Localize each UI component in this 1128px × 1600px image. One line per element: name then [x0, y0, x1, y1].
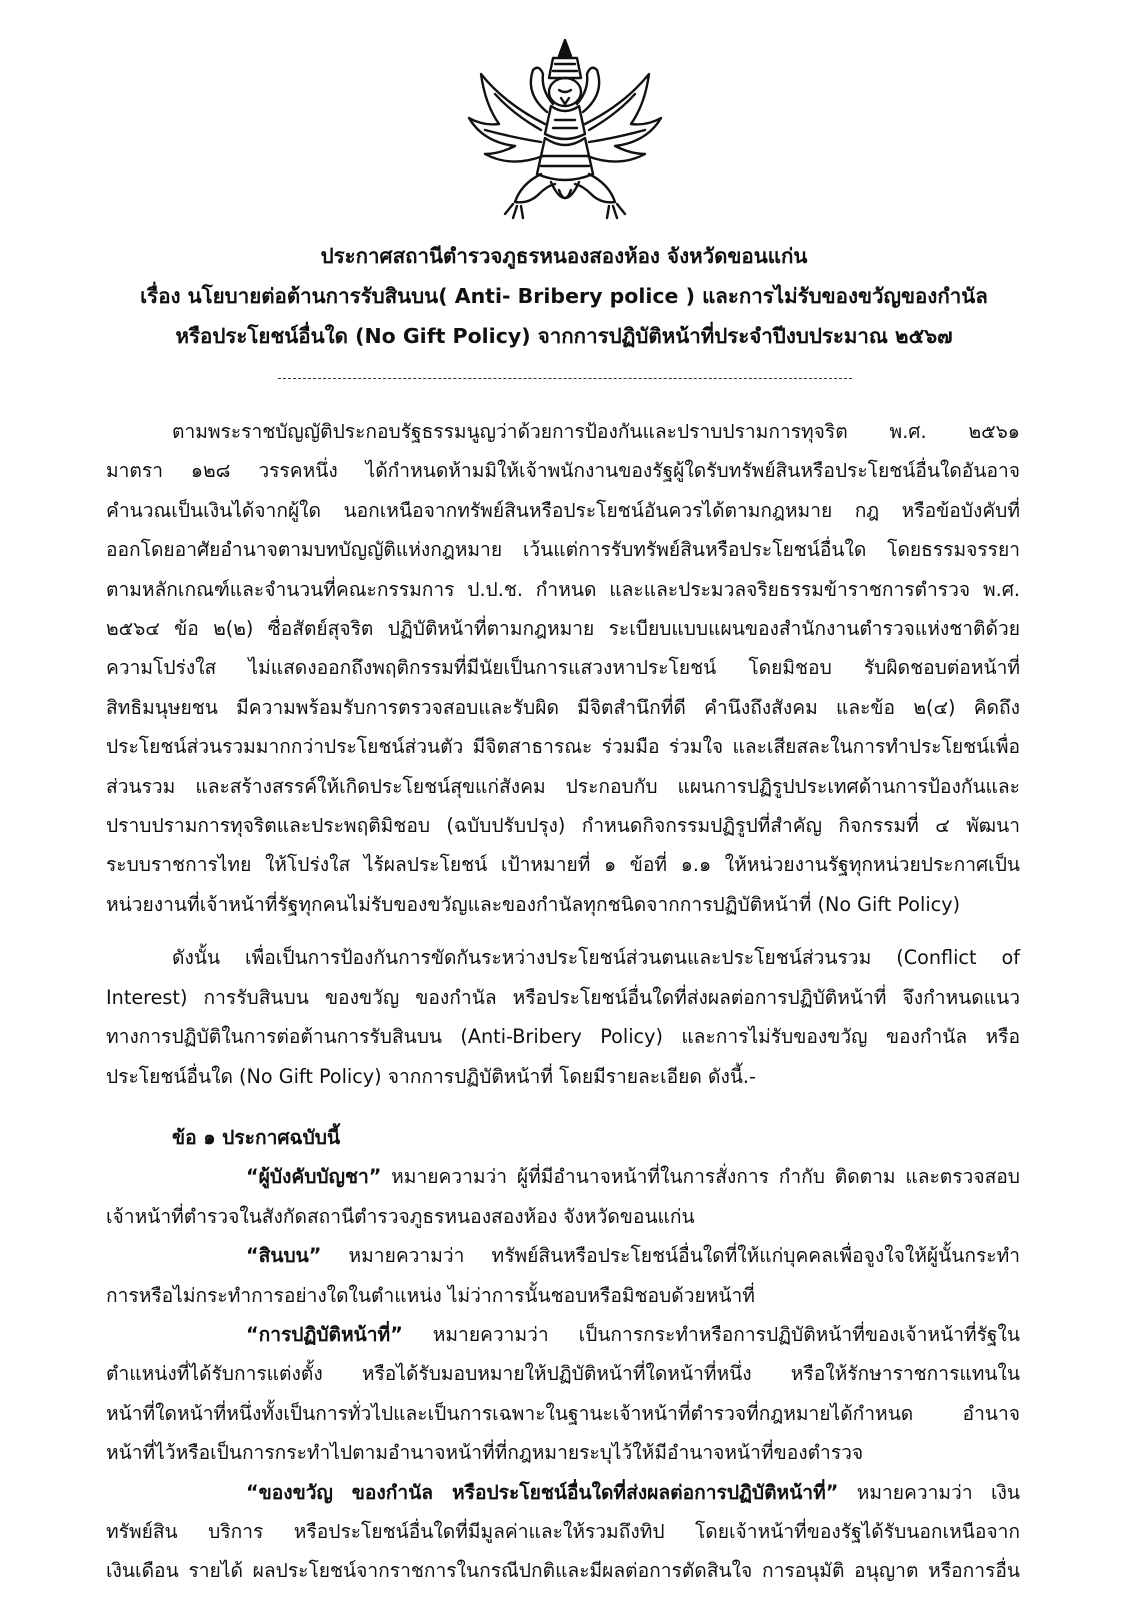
section-heading: ข้อ ๑ ประกาศฉบับนี้ — [172, 1125, 341, 1149]
paragraph-gap — [106, 924, 1020, 938]
definition-first-line — [106, 1236, 1020, 1275]
definition-first-line — [106, 1315, 1020, 1354]
paragraph-line: ระบบราชการไทย ให้โปร่งใส ไร้ผลประโยชน์ เป้าหมายที่ ๑ ข้อที่ ๑.๑ ให้หน่วยงานรัฐทุกหน่วยประกาศเป็น — [106, 853, 1020, 877]
dashed-divider — [278, 378, 852, 379]
paragraph-line: คำนวณเป็นเงินได้จากผู้ใด นอกเหนือจากทรัพย์สินหรือประโยชน์อันควรได้ตามกฎหมาย กฎ หรือข้อบังคับที่ — [106, 498, 1020, 522]
definition-commander — [106, 1157, 1020, 1236]
paragraph-1 — [106, 412, 1020, 924]
garuda-emblem-icon — [455, 34, 675, 224]
paragraph-line: ตามพระราชบัญญัติประกอบรัฐธรรมนูญว่าด้วยการป้องกันและปราบปรามการทุจริต พ.ศ. ๒๕๖๑ — [172, 420, 1020, 443]
paragraph-line: ความโปร่งใส ไม่แสดงออกถึงพฤติกรรมที่มีนัยเป็นการแสวงหาประโยชน์ โดยมิชอบ รับผิดชอบต่อหน้าที่ — [106, 656, 1020, 680]
definition-line: หน้าที่ใดหน้าที่หนึ่งทั้งเป็นการทั่วไปและเป็นการเฉพาะในฐานะเจ้าหน้าที่ตำรวจที่กฎหมายได้กำหนด อำนาจ — [106, 1401, 1020, 1425]
definition-text: หมายความว่า เงิน — [838, 1480, 1020, 1504]
definition-line: ตำแหน่งที่ได้รับการแต่งตั้ง หรือได้รับมอบหมายให้ปฏิบัติหน้าที่ใดหน้าที่หนึ่ง หรือให้รักษาราชการแทนใน — [106, 1362, 1020, 1386]
definition-first-line — [106, 1157, 1020, 1196]
definition-term: “ของขวัญ ของกำนัล หรือประโยชน์อื่นใดที่ส่งผลต่อการปฏิบัติหน้าที่” — [246, 1480, 839, 1504]
paragraph-line: ๒๕๖๔ ข้อ ๒(๒) ซื่อสัตย์สุจริต ปฏิบัติหน้าที่ตามกฎหมาย ระเบียบแบบแผนของสำนักงานตำรวจแห่งชาติด้วย — [106, 617, 1020, 641]
section-gap — [106, 1096, 1020, 1118]
definition-line: หน้าที่ไว้หรือเป็นการกระทำไปตามอำนาจหน้าที่ที่กฎหมายระบุไว้ให้มีอำนาจหน้าที่ของตำรวจ — [106, 1441, 864, 1465]
subject-line-continued: หรือประโยชน์อื่นใด (No Gift Policy) จากการปฏิบัติหน้าที่ประจำปีงบประมาณ ๒๕๖๗ — [175, 324, 953, 348]
definition-text: หมายความว่า ผู้ที่มีอำนาจหน้าที่ในการสั่งการ กำกับ ติดตาม และตรวจสอบ — [381, 1165, 1020, 1189]
paragraph-line: ดังนั้น เพื่อเป็นการป้องกันการขัดกันระหว่างประโยชน์ส่วนตนและประโยชน์ส่วนรวม (Conflict of — [172, 946, 1020, 970]
paragraph-line: ประโยชน์อื่นใด (No Gift Policy) จากการปฏิบัติหน้าที่ โดยมีรายละเอียด ดังนี้.- — [106, 1064, 756, 1088]
definition-line: การหรือไม่กระทำการอย่างใดในตำแหน่ง ไม่ว่าการนั้นชอบหรือมิชอบด้วยหน้าที่ — [106, 1283, 755, 1307]
paragraph-line: สิทธิมนุษยชน มีความพร้อมรับการตรวจสอบและรับผิด มีจิตสำนึกที่ดี คำนึงถึงสังคม และข้อ ๒(๔) คิดถึง — [106, 695, 1020, 719]
definition-line: ทรัพย์สิน บริการ หรือประโยชน์อื่นใดที่มีมูลค่าและให้รวมถึงทิป โดยเจ้าหน้าที่ของรัฐได้รับนอกเหนือจาก — [106, 1519, 1020, 1543]
paragraph-2 — [106, 938, 1020, 1096]
definition-text: หมายความว่า ทรัพย์สินหรือประโยชน์อื่นใดที่ให้แก่บุคคลเพื่อจูงใจให้ผู้นั้นกระทำ — [321, 1244, 1020, 1268]
definition-term: “สินบน” — [246, 1244, 322, 1268]
paragraph-line: มาตรา ๑๒๘ วรรคหนึ่ง ได้กำหนดห้ามมิให้เจ้าพนักงานของรัฐผู้ใดรับทรัพย์สินหรือประโยชน์อื่นใดอันอาจ — [106, 459, 1020, 483]
paragraph-line: ทางการปฏิบัติในการต่อต้านการรับสินบน (Anti-Bribery Policy) และการไม่รับของขวัญ ของกำนัล หรือ — [106, 1025, 1020, 1049]
announcement-title — [60, 236, 1068, 356]
paragraph-line: Interest) การรับสินบน ของขวัญ ของกำนัล หรือประโยชน์อื่นใดที่ส่งผลต่อการปฏิบัติหน้าที่ จึงกำหนดแนว — [106, 985, 1020, 1009]
section-1 — [106, 1118, 1020, 1591]
paragraph-line: ตามหลักเกณฑ์และจำนวนที่คณะกรรมการ ป.ป.ช. กำหนด และและประมวลจริยธรรมข้าราชการตำรวจ พ.ศ. — [106, 577, 1020, 601]
definition-line: เงินเดือน รายได้ ผลประโยชน์จากราชการในกรณีปกติและมีผลต่อการตัดสินใจ การอนุมัติ อนุญาต หรือการอื่น — [106, 1559, 1020, 1583]
definition-bribe — [106, 1236, 1020, 1315]
paragraph-line: ปราบปรามการทุจริตและประพฤติมิชอบ (ฉบับปรับปรุง) กำหนดกิจกรรมปฏิรูปที่สำคัญ กิจกรรมที่ ๔ พัฒนา — [106, 814, 1020, 838]
definition-first-line — [106, 1473, 1020, 1512]
paragraph-line: ประโยชน์ส่วนรวมมากกว่าประโยชน์ส่วนตัว มีจิตสาธารณะ ร่วมมือ ร่วมใจ และเสียสละในการทำประโยชน์เพื่อ — [106, 735, 1020, 759]
definition-gifts — [106, 1473, 1020, 1591]
definition-text: หมายความว่า เป็นการกระทำหรือการปฏิบัติหน้าที่ของเจ้าหน้าที่รัฐใน — [402, 1322, 1020, 1346]
paragraph-line: ส่วนรวม และสร้างสรรค์ให้เกิดประโยชน์สุขแก่สังคม ประกอบกับ แผนการปฏิรูปประเทศด้านการป้องกันและ — [106, 774, 1020, 798]
definition-term: “การปฏิบัติหน้าที่” — [246, 1322, 403, 1346]
paragraph-line: หน่วยงานที่เจ้าหน้าที่รัฐทุกคนไม่รับของขวัญและของกำนัลทุกชนิดจากการปฏิบัติหน้าที่ (No Gift Policy) — [106, 892, 961, 916]
document-body — [106, 412, 1020, 1591]
title-line: ประกาศสถานีตำรวจภูธรหนองสองห้อง จังหวัดขอนแก่น — [320, 244, 808, 268]
subject-line: เรื่อง นโยบายต่อต้านการรับสินบน( Anti- Bribery police ) และการไม่รับของขวัญของกำนัล — [140, 284, 988, 308]
definition-term: “ผู้บังคับบัญชา” — [246, 1165, 382, 1189]
definition-performance-of-duty — [106, 1315, 1020, 1473]
definition-line: เจ้าหน้าที่ตำรวจในสังกัดสถานีตำรวจภูธรหนองสองห้อง จังหวัดขอนแก่น — [106, 1204, 695, 1228]
paragraph-line: ออกโดยอาศัยอำนาจตามบทบัญญัติแห่งกฎหมาย เว้นแต่การรับทรัพย์สินหรือประโยชน์อื่นใด โดยธรรมจรรยา — [106, 538, 1020, 562]
